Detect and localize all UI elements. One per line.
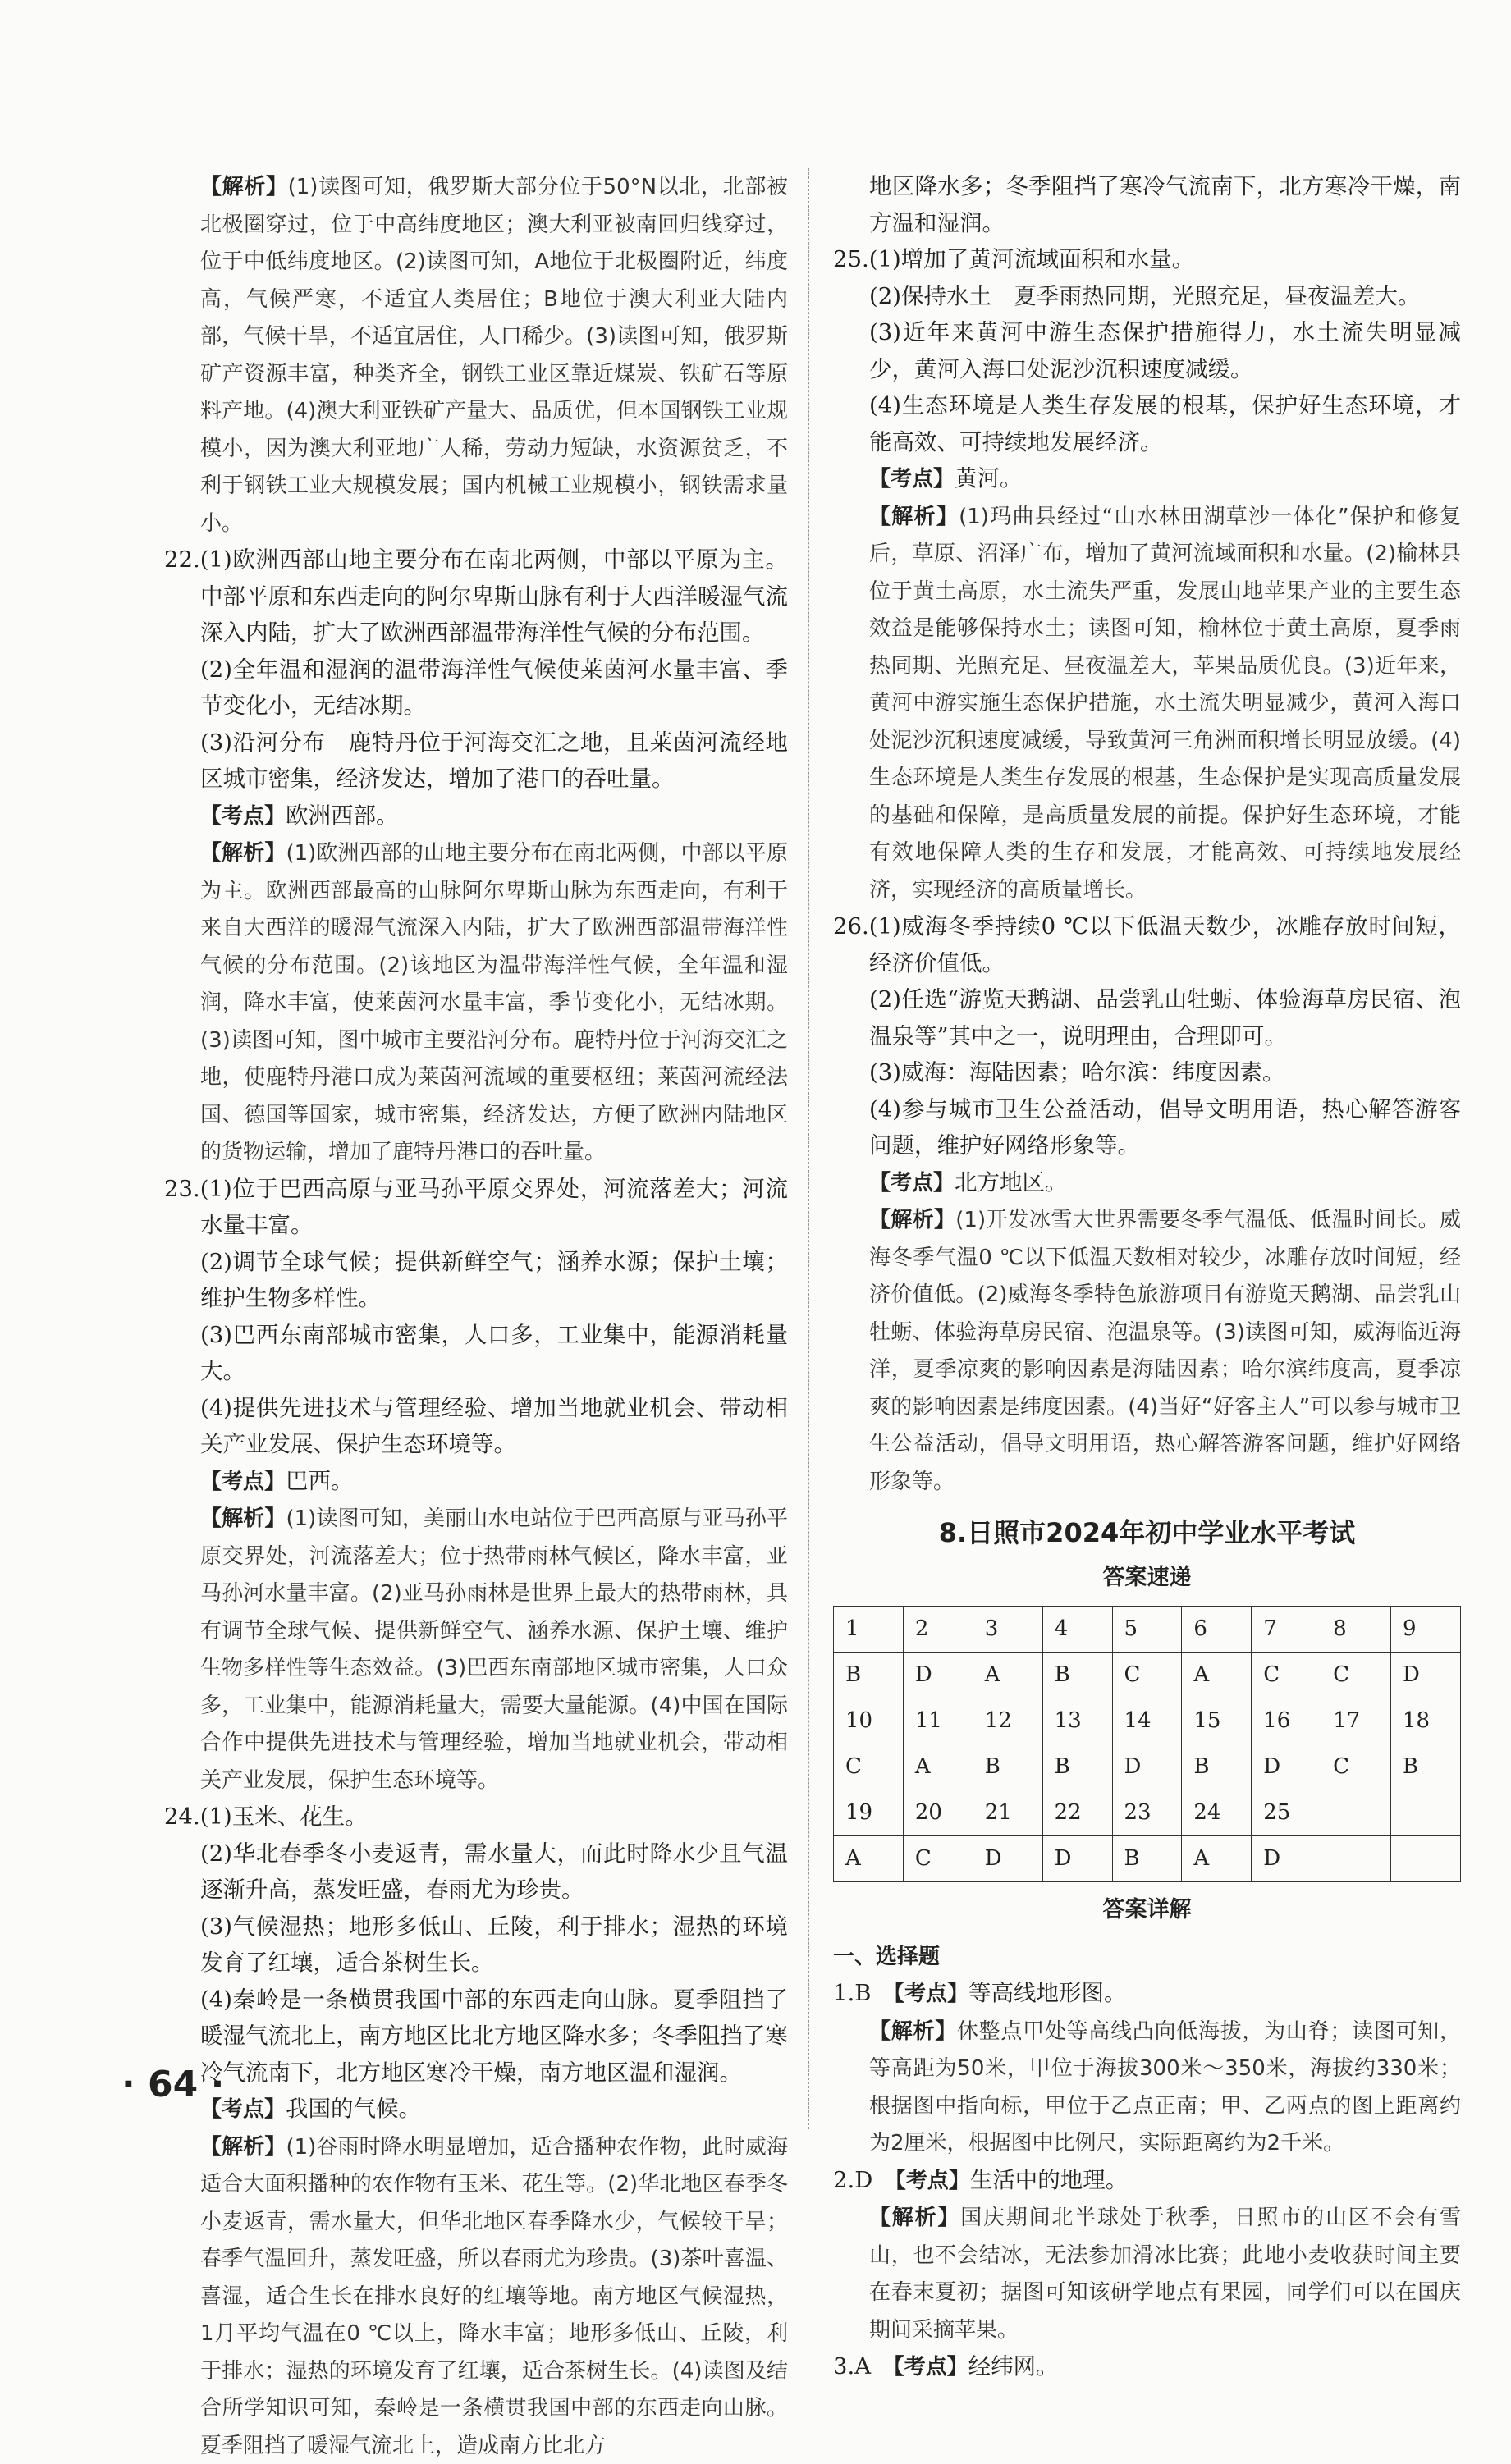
paragraph <box>164 2128 788 2464</box>
table-cell: B <box>1042 1653 1112 1698</box>
paragraph <box>164 1317 788 1390</box>
text-run: (4)秦岭是一条横贯我国中部的东西走向山脉。夏季阻挡了暖湿气流北上，南方地区比北方地区降水多；冬季阻挡了寒冷气流南下，北方地区寒冷干燥，南方地区温和湿润。 <box>200 1986 788 2086</box>
table-cell: D <box>1391 1653 1461 1698</box>
text-run: (1)谷雨时降水明显增加，适合播种农作物，此时威海适合大面积播种的农作物有玉米、花生等。(2)华北地区春季冬小麦返青，需水量大，但华北地区春季降水少，气候较干旱；春季气温回升，蒸发旺盛，所以春雨尤为珍贵。(3)茶叶喜温、喜湿，适合生长在排水良好的红壤等地。南方地区气候湿热，1月平均气温在0 ℃以上，降水丰富；地形多低山、丘陵，利于排水；湿热的环境发育了红壤，适合茶树生长。(4)读图及结合所学知识可知，秦岭是一条横贯我国中部的东西走向山脉。夏季阻挡了暖湿气流北上，造成南方比北方 <box>200 2135 788 2458</box>
text-run: 等高线地形图。 <box>968 1980 1127 2006</box>
label-tag: 【考点】 <box>894 1982 968 2006</box>
table-cell: 20 <box>903 1790 973 1836</box>
paragraph <box>164 1463 788 1501</box>
table-cell: 6 <box>1182 1607 1252 1653</box>
table-cell: B <box>1182 1744 1252 1790</box>
paragraph <box>833 314 1461 387</box>
text-run: 24.(1)玉米、花生。 <box>164 1803 368 1830</box>
text-run: 地区降水多；冬季阻挡了寒冷气流南下，北方寒冷干燥，南方温和湿润。 <box>869 173 1461 236</box>
paragraph <box>833 1091 1461 1164</box>
paragraph <box>833 460 1461 498</box>
text-run: 22.(1)欧洲西部山地主要分布在南北两侧，中部以平原为主。中部平原和东西走向的阿尔卑斯山脉有利于大西洋暖湿气流深入内陆，扩大了欧洲西部温带海洋性气候的分布范围。 <box>164 546 788 646</box>
paragraph <box>833 981 1461 1054</box>
paragraph <box>833 498 1461 909</box>
table-row <box>834 1607 1461 1653</box>
answer-table <box>833 1606 1461 1882</box>
paragraph <box>164 542 788 651</box>
text-run: 巴西。 <box>286 1468 354 1494</box>
table-cell: 11 <box>903 1698 973 1744</box>
text-run: (1)读图可知，美丽山水电站位于巴西高原与亚马孙平原交界处，河流落差大；位于热带雨林气候区，降水丰富，亚马孙河水量丰富。(2)亚马孙雨林是世界上最大的热带雨林，具有调节全球气候、提供新鲜空气、涵养水源、保护土壤、维护生物多样性等生态效益。(3)巴西东南部地区城市密集，人口众多，工业集中，能源消耗量大，需要大量能源。(4)中国在国际合作中提供先进技术与管理经验，增加当地就业机会，带动相关产业发展，保护生态环境等。 <box>200 1506 788 1793</box>
table-cell: A <box>834 1836 904 1882</box>
table-cell: C <box>1252 1653 1321 1698</box>
table-cell: 19 <box>834 1790 904 1836</box>
table-cell: 3 <box>973 1607 1042 1653</box>
table-cell: 9 <box>1391 1607 1461 1653</box>
table-cell: D <box>1252 1836 1321 1882</box>
text-run: (1)玛曲县经过“山水林田湖草沙一体化”保护和修复后，草原、沼泽广布，增加了黄河流域面积和水量。(2)榆林县位于黄土高原，水土流失严重，发展山地苹果产业的主要生态效益是能够保持水土；读图可知，榆林位于黄土高原，夏季雨热同期、光照充足、昼夜温差大，苹果品质优良。(3)近年来，黄河中游实施生态保护措施，水土流失明显减少，黄河入海口处泥沙沉积速度减缓，导致黄河三角洲面积增长明显放缓。(4)生态环境是人类生存发展的根基，生态保护是实现高质量发展的基础和保障，是高质量发展的前提。保护好生态环境，才能有效地保障人类的生存和发展，才能高效、可持续地发展经济，实现经济的高质量增长。 <box>869 505 1461 903</box>
table-cell: D <box>1112 1744 1182 1790</box>
label-tag: 【考点】 <box>895 2169 970 2193</box>
paragraph <box>164 168 788 542</box>
paragraph <box>164 1244 788 1317</box>
table-cell: 7 <box>1252 1607 1321 1653</box>
paragraph <box>833 168 1461 241</box>
label-tag: 【解析】 <box>869 1208 955 1232</box>
quick-answer-title: 答案速递 <box>833 1560 1461 1597</box>
table-cell: B <box>834 1653 904 1698</box>
section-title: 一、选择题 <box>833 1939 1461 1976</box>
table-cell: 5 <box>1112 1607 1182 1653</box>
page-number: · 64 · <box>121 2064 224 2105</box>
table-cell: C <box>903 1836 973 1882</box>
table-cell: 14 <box>1112 1698 1182 1744</box>
paragraph <box>164 1982 788 2091</box>
table-cell: 10 <box>834 1698 904 1744</box>
table-cell: 2 <box>903 1607 973 1653</box>
paragraph <box>164 1500 788 1799</box>
text-run: 23.(1)位于巴西高原与亚马孙平原交界处，河流落差大；河流水量丰富。 <box>164 1176 788 1239</box>
table-cell: 22 <box>1042 1790 1112 1836</box>
table-cell: A <box>973 1653 1042 1698</box>
paragraph <box>833 1054 1461 1091</box>
table-cell <box>1391 1790 1461 1836</box>
label-tag: 【解析】 <box>869 2206 960 2230</box>
text-run: (3)气候湿热；地形多低山、丘陵，利于排水；湿热的环境发育了红壤，适合茶树生长。 <box>200 1913 788 1977</box>
paragraph <box>833 1975 1461 2013</box>
table-cell: 25 <box>1252 1790 1321 1836</box>
text-run: (4)提供先进技术与管理经验、增加当地就业机会、带动相关产业发展、保护生态环境等。 <box>200 1395 788 1458</box>
table-cell: 17 <box>1321 1698 1391 1744</box>
label-tag: 【考点】 <box>894 2355 968 2379</box>
table-row <box>834 1744 1461 1790</box>
label-tag: 【解析】 <box>200 841 286 866</box>
text-run: 休整点甲处等高线凸向低海拔，为山脊；读图可知，等高距为50米，甲位于海拔300米～350米，海拔约330米；根据图中指向标，甲位于乙点正南；甲、乙两点的图上距离约为2厘米，根据图中比例尺，实际距离约为2千米。 <box>869 2019 1461 2156</box>
paragraph <box>164 1835 788 1909</box>
paragraph <box>164 1909 788 1982</box>
table-row <box>834 1836 1461 1882</box>
paragraph <box>833 2162 1461 2200</box>
text-run: (2)华北春季冬小麦返青，需水量大，而此时降水少且气温逐渐升高，蒸发旺盛，春雨尤为珍贵。 <box>200 1840 788 1904</box>
text-run: (2)任选“游览天鹅湖、品尝乳山牡蛎、体验海草房民宿、泡温泉等”其中之一，说明理由，合理即可。 <box>869 986 1461 1049</box>
text-run: 25.(1)增加了黄河流域面积和水量。 <box>833 246 1194 272</box>
table-cell: 4 <box>1042 1607 1112 1653</box>
table-row <box>834 1790 1461 1836</box>
table-row <box>834 1698 1461 1744</box>
table-cell: D <box>1042 1836 1112 1882</box>
text-run: (2)调节全球气候；提供新鲜空气；涵养水源；保护土壤；维护生物多样性。 <box>200 1249 788 1312</box>
paragraph <box>164 725 788 798</box>
table-cell: B <box>1391 1744 1461 1790</box>
text-run: (4)参与城市卫生公益活动，倡导文明用语，热心解答游客问题，维护好网络形象等。 <box>869 1096 1461 1159</box>
table-cell: D <box>903 1653 973 1698</box>
text-run: 1.B <box>833 1980 894 2006</box>
text-run: 经纬网。 <box>968 2353 1059 2379</box>
text-run: (3)威海：海陆因素；哈尔滨：纬度因素。 <box>869 1059 1284 1086</box>
text-run: (1)开发冰雪大世界需要冬季气温低、低温时间长。威海冬季气温0 ℃以下低温天数相对较少，冰雕存放时间短，经济价值低。(2)威海冬季特色旅游项目有游览天鹅湖、品尝乳山牡蛎、体验海草房民宿、泡温泉等。(3)读图可知，威海临近海洋，夏季凉爽的影响因素是海陆因素；哈尔滨纬度高，夏季凉爽的影响因素是纬度因素。(4)当好“好客主人”可以参与城市卫生公益活动，倡导文明用语，热心解答游客问题，维护好网络形象等。 <box>869 1208 1461 1494</box>
label-tag: 【考点】 <box>869 1171 955 1195</box>
table-cell: 21 <box>973 1790 1042 1836</box>
label-tag: 【考点】 <box>200 1470 286 1494</box>
table-cell: 18 <box>1391 1698 1461 1744</box>
label-tag: 【考点】 <box>869 467 955 491</box>
table-cell: C <box>1321 1744 1391 1790</box>
text-run: (3)近年来黄河中游生态保护措施得力，水土流失明显减少，黄河入海口处泥沙沉积速度减缓。 <box>869 319 1461 382</box>
paragraph <box>164 1171 788 1244</box>
text-run: (1)欧洲西部的山地主要分布在南北两侧，中部以平原为主。欧洲西部最高的山脉阿尔卑斯山脉为东西走向，有利于来自大西洋的暖湿气流深入内陆，扩大了欧洲西部温带海洋性气候的分布范围。(2)该地区为温带海洋性气候，全年温和湿润，降水丰富，使莱茵河水量丰富，季节变化小，无结冰期。(3)读图可知，图中城市主要沿河分布。鹿特丹位于河海交汇之地，使鹿特丹港口成为莱茵河流域的重要枢纽；莱茵河流经法国、德国等国家，城市密集，经济发达，方便了欧洲内陆地区的货物运输，增加了鹿特丹港口的吞吐量。 <box>200 841 788 1164</box>
text-run: 生活中的地理。 <box>970 2167 1129 2193</box>
right-top-answers <box>833 168 1461 1500</box>
text-run: 国庆期间北半球处于秋季，日照市的山区不会有雪山，也不会结冰，无法参加滑冰比赛；此地小麦收获时间主要在春末夏初；据图可知该研学地点有果园，同学们可以在国庆期间采摘苹果。 <box>869 2206 1461 2343</box>
right-column <box>833 168 1461 2386</box>
label-tag: 【解析】 <box>869 2019 957 2044</box>
table-cell: 23 <box>1112 1790 1182 1836</box>
paragraph <box>164 1799 788 1835</box>
paragraph <box>833 278 1461 315</box>
table-cell: D <box>973 1836 1042 1882</box>
paragraph <box>164 651 788 725</box>
table-cell: 16 <box>1252 1698 1321 1744</box>
paragraph <box>164 2091 788 2128</box>
table-cell: 15 <box>1182 1698 1252 1744</box>
paragraph <box>833 2348 1461 2386</box>
table-cell: C <box>834 1744 904 1790</box>
detail-title: 答案详解 <box>833 1892 1461 1929</box>
table-cell: B <box>973 1744 1042 1790</box>
table-cell: 1 <box>834 1607 904 1653</box>
text-run: 2.D <box>833 2167 895 2193</box>
text-run: (3)巴西东南部城市密集，人口多，工业集中，能源消耗量大。 <box>200 1322 788 1385</box>
text-run: (3)沿河分布 鹿特丹位于河海交汇之地，且莱茵河流经地区城市密集，经济发达，增加了港口的吞吐量。 <box>200 729 788 793</box>
table-row <box>834 1653 1461 1698</box>
table-cell: B <box>1042 1744 1112 1790</box>
text-run: 3.A <box>833 2353 894 2379</box>
table-cell: 12 <box>973 1698 1042 1744</box>
table-cell: D <box>1252 1744 1321 1790</box>
label-tag: 【解析】 <box>869 505 959 529</box>
label-tag: 【解析】 <box>200 1506 286 1531</box>
label-tag: 【解析】 <box>200 175 288 199</box>
paragraph <box>833 2199 1461 2348</box>
paragraph <box>833 1164 1461 1202</box>
text-run: 我国的气候。 <box>286 2096 421 2122</box>
paragraph <box>164 798 788 835</box>
table-cell: A <box>1182 1653 1252 1698</box>
table-cell <box>1391 1836 1461 1882</box>
paragraph <box>833 2013 1461 2162</box>
text-run: (2)保持水土 夏季雨热同期，光照充足，昼夜温差大。 <box>869 283 1420 309</box>
exam-title: 8.日照市2024年初中学业水平考试 <box>833 1515 1461 1552</box>
table-cell: C <box>1112 1653 1182 1698</box>
label-tag: 【解析】 <box>200 2135 286 2160</box>
table-cell <box>1321 1790 1391 1836</box>
table-cell <box>1321 1836 1391 1882</box>
text-run: (1)读图可知，俄罗斯大部分位于50°N以北，北部被北极圈穿过，位于中高纬度地区；澳大利亚被南回归线穿过，位于中低纬度地区。(2)读图可知，A地位于北极圈附近，纬度高，气候严寒，不适宜人类居住；B地位于澳大利亚大陆内部，气候干旱，不适宜居住，人口稀少。(3)读图可知，俄罗斯矿产资源丰富，种类齐全，钢铁工业区靠近煤炭、铁矿石等原料产地。(4)澳大利亚铁矿产量大、品质优，但本国钢铁工业规模小，因为澳大利亚地广人稀，劳动力短缺，水资源贫乏，不利于钢铁工业大规模发展；国内机械工业规模小，钢铁需求量小。 <box>200 175 788 536</box>
text-run: 欧洲西部。 <box>286 802 399 829</box>
paragraph <box>833 241 1461 278</box>
text-run: (2)全年温和湿润的温带海洋性气候使莱茵河水量丰富、季节变化小，无结冰期。 <box>200 656 788 720</box>
right-bottom-answers <box>833 1975 1461 2386</box>
paragraph <box>164 1390 788 1463</box>
table-cell: A <box>903 1744 973 1790</box>
paragraph <box>833 387 1461 460</box>
text-run: 26.(1)威海冬季持续0 ℃以下低温天数少，冰雕存放时间短，经济价值低。 <box>833 913 1461 976</box>
left-column <box>164 168 788 2464</box>
paragraph <box>833 908 1461 981</box>
table-cell: 24 <box>1182 1790 1252 1836</box>
table-cell: A <box>1182 1836 1252 1882</box>
table-cell: 8 <box>1321 1607 1391 1653</box>
label-tag: 【考点】 <box>200 804 286 829</box>
text-run: (4)生态环境是人类生存发展的根基，保护好生态环境，才能高效、可持续地发展经济。 <box>869 392 1461 455</box>
paragraph <box>833 1201 1461 1500</box>
column-divider <box>808 168 809 2129</box>
text-run: 黄河。 <box>955 465 1023 491</box>
paragraph <box>164 834 788 1171</box>
table-cell: 13 <box>1042 1698 1112 1744</box>
table-cell: C <box>1321 1653 1391 1698</box>
label-tag: 【考点】 <box>200 2097 286 2122</box>
table-cell: B <box>1112 1836 1182 1882</box>
text-run: 北方地区。 <box>955 1169 1068 1195</box>
